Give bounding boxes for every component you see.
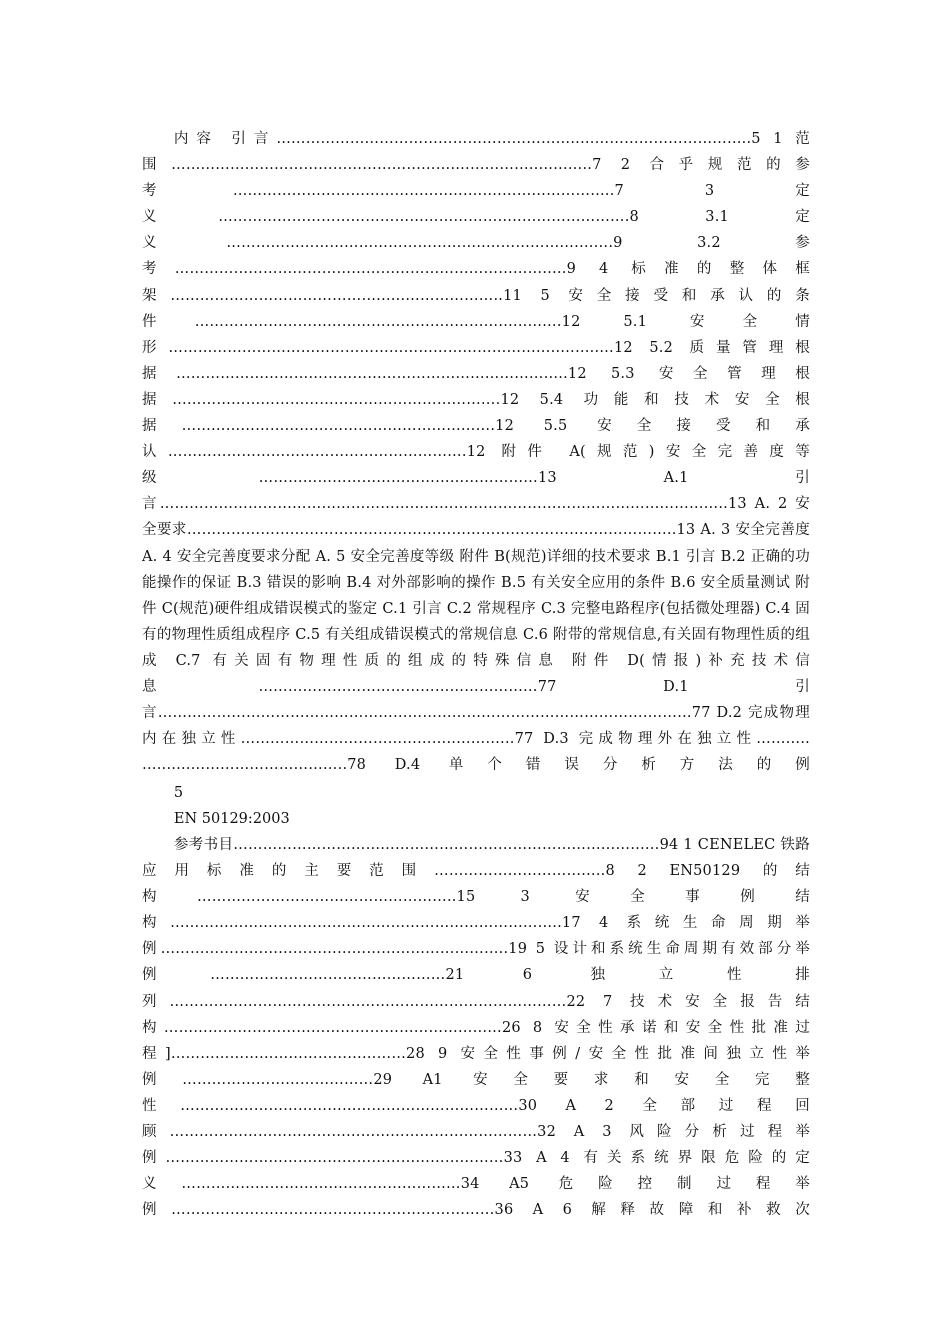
standard-identifier: EN 50129:2003 (173, 811, 290, 827)
document-page (142, 126, 810, 1224)
toc-paragraph-figures: 参考书目……………………………………………………………………………94 1 CENELEC 铁路应用标准的主要范围……………………………..8 2 EN50129 的结构……………………………………………..15 3 安全事例结构……………………………………………………………………..17 4 系统生命周期举例……………………………………………………………..19 5 设计和系统生命周期有效部分举例…………………………………………21 6 独立性排列………………………………………………………………………22 7 技术安全报告结构……………………………………………………………26 8 安全性承诺和安全性批准过程]…………………………………………28 9 安全性事例/安全性批准间独立性举例…………………………………29 A1 安全要求和安全完整性……………………………………………………………30 A 2 全部过程回顾…………………………………………………………………32 A 3 风险分析过程举例……………………………………………………………33 A 4 有关系统界限危险的定义…………………………………………………34 A5 危险控制过程举例…………………………………………………………36 A 6 解释故障和补救次 (142, 837, 810, 1219)
page-number: 5 (173, 785, 184, 801)
toc-paragraph-contents: 内容 引言……………………………………………………..……………………………..5 1 范围………………………………………………….………………..……..7 2 合乎规范的参考…………………………………..…….…….…………………..7 3 定义……………………………………………………..………………….8 3.1 定义……………………………………………..……………….…….9 3.2 参考……………………………………………………………………..9 4 标准的整体框架…………………………………….…..………………..11 5 安全接受和承认的条件……………………………………………..……….…..…….12 5.1 安全情形……………………………………………………………………..……..…12 5.2 质量管理根据……………………………………………………………………..12 5.3 安全管理根据………………………………………………………….12 5.4 功能和技术安全根据……………………………………………………….12 5.5 安全接受和承认…………………………………………………….12 附件 A(规范)安全完善度等级…………………………………………………13 A.1 引言……………………………………………………………………………………………………..13 A. 2 安全要求…………………………………………………………………………..…………..13 A. 3 安全完善度 A. 4 安全完善度要求分配 A. 5 安全完善度等级 附件 B(规范)详细的技术要求 B.1 引言 B.2 正确的功能操作的保证 B.3 错误的影响 B.4 对外部影响的操作 B.5 有关安全应用的条件 B.6 安全质量测试 附件 C(规范)硬件组成错误模式的鉴定 C.1 引言 C.2 常规程序 C.3 完整电路程序(包括微处理器) C.4 固有的物理性质组成程序 C.5 有关组成错误模式的常规信息 C.6 附带的常规信息,有关固有物理性质的组成 C.7 有关固有物理性质的组成的特殊信息 附件 D(情报)补充技术信息…………………………………………………77 D.1 引言……………………………………………………………………………………….………77 D.2 完成物理内在独立性……………………………………..…….…..77 D.3 完成物理外在独立性……….. …..…..…………………………..78 D.4 单个错误分析方法的例 (142, 131, 810, 774)
